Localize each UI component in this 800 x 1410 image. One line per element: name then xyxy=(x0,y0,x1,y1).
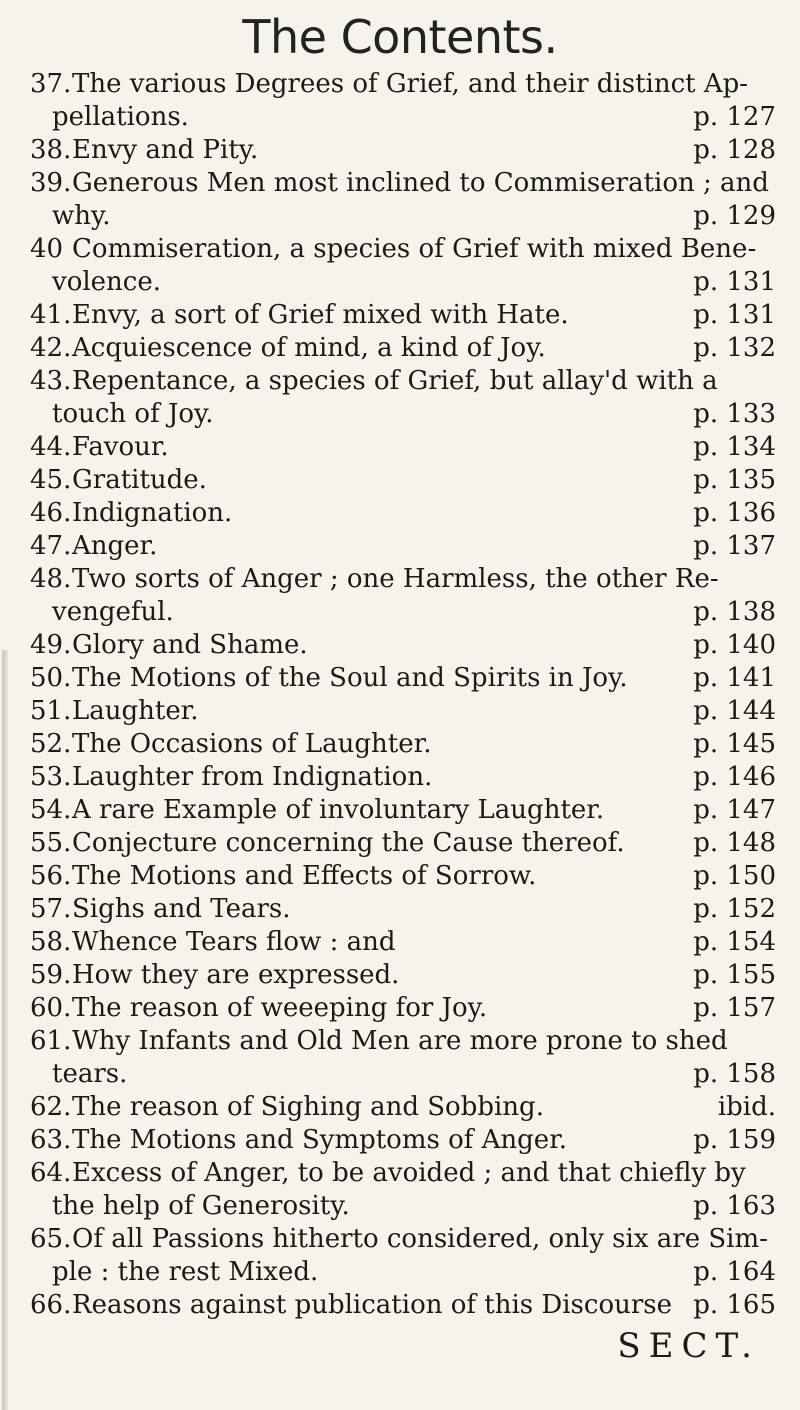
entry-line xyxy=(30,728,776,761)
entry-line xyxy=(30,827,776,860)
entry-number: 48. xyxy=(30,564,72,594)
entry-line xyxy=(30,431,776,464)
entry-line xyxy=(30,266,776,299)
entry-number: 47. xyxy=(30,531,72,561)
entry-number: 59. xyxy=(30,960,72,990)
entry-page-ref: p. 128 xyxy=(693,135,776,165)
entry-number: 66. xyxy=(30,1290,72,1320)
entry-line xyxy=(30,398,776,431)
entry-title: Sighs and Tears. xyxy=(72,894,291,924)
entry-title: volence. xyxy=(52,267,162,297)
entry-page-ref: p. 129 xyxy=(693,201,776,231)
entry-title: ple : the rest Mixed. xyxy=(52,1257,319,1287)
entry-number: 44. xyxy=(30,432,72,462)
contents-entry xyxy=(30,827,776,860)
entry-title: Glory and Shame. xyxy=(72,630,308,660)
entry-number: 38. xyxy=(30,135,72,165)
entry-title: tears. xyxy=(52,1059,128,1089)
entry-page-ref: p. 135 xyxy=(693,465,776,495)
entry-number: 57. xyxy=(30,894,72,924)
contents-entry xyxy=(30,530,776,563)
entry-title: Laughter from Indignation. xyxy=(72,762,433,792)
entry-page-ref: p. 141 xyxy=(693,663,776,693)
entry-line xyxy=(30,299,776,332)
entry-number: 55. xyxy=(30,828,72,858)
entry-title: The Motions and Symptoms of Anger. xyxy=(72,1125,568,1155)
entry-title: why. xyxy=(52,201,111,231)
entry-page-ref: p. 157 xyxy=(693,993,776,1023)
entry-number: 40 xyxy=(30,234,64,264)
entry-page-ref: p. 154 xyxy=(693,927,776,957)
entry-line xyxy=(30,1223,776,1256)
entry-page-ref: p. 132 xyxy=(693,333,776,363)
entry-title: Why Infants and Old Men are more prone to shed xyxy=(72,1026,728,1056)
entry-line xyxy=(30,959,776,992)
entry-line xyxy=(30,926,776,959)
contents-entry xyxy=(30,1091,776,1124)
contents-entry xyxy=(30,233,776,299)
entry-line xyxy=(30,860,776,893)
entry-line xyxy=(30,992,776,1025)
entry-line xyxy=(30,1058,776,1091)
entry-number: 49. xyxy=(30,630,72,660)
entry-line xyxy=(30,530,776,563)
contents-entry xyxy=(30,959,776,992)
entry-line xyxy=(30,662,776,695)
entry-page-ref: p. 158 xyxy=(693,1059,776,1089)
entry-line xyxy=(30,1157,776,1190)
entry-page-ref: p. 145 xyxy=(693,729,776,759)
entry-line xyxy=(30,596,776,629)
entry-number: 53. xyxy=(30,762,72,792)
contents-entry xyxy=(30,365,776,431)
entry-title: The reason of Sighing and Sobbing. xyxy=(72,1092,544,1122)
contents-entry xyxy=(30,332,776,365)
entry-title: Acquiescence of mind, a kind of Joy. xyxy=(72,333,546,363)
entry-number: 41. xyxy=(30,300,72,330)
contents-entry xyxy=(30,761,776,794)
contents-entry xyxy=(30,167,776,233)
entry-title: The Motions of the Soul and Spirits in Joy. xyxy=(72,663,628,693)
entry-page-ref: p. 146 xyxy=(693,762,776,792)
entry-line xyxy=(30,893,776,926)
entry-line xyxy=(30,134,776,167)
entry-page-ref: p. 150 xyxy=(693,861,776,891)
entry-line xyxy=(30,365,776,398)
contents-entry xyxy=(30,662,776,695)
contents-entry xyxy=(30,1157,776,1223)
entry-title: the help of Generosity. xyxy=(52,1191,350,1221)
entry-title: A rare Example of involuntary Laughter. xyxy=(72,795,605,825)
entry-line xyxy=(30,1256,776,1289)
contents-list xyxy=(30,68,776,1322)
entry-title: Laughter. xyxy=(72,696,199,726)
entry-title: Generous Men most inclined to Commiseration ; and xyxy=(72,168,769,198)
entry-title: The reason of weeeping for Joy. xyxy=(72,993,488,1023)
entry-number: 61. xyxy=(30,1026,72,1056)
contents-entry xyxy=(30,563,776,629)
entry-number: 60. xyxy=(30,993,72,1023)
entry-line xyxy=(30,200,776,233)
entry-number: 37. xyxy=(30,69,72,99)
entry-number: 54. xyxy=(30,795,72,825)
entry-page-ref: p. 131 xyxy=(693,300,776,330)
contents-entry xyxy=(30,1289,776,1322)
entry-line xyxy=(30,563,776,596)
entry-line xyxy=(30,464,776,497)
entry-page-ref: p. 164 xyxy=(693,1257,776,1287)
contents-entry xyxy=(30,1025,776,1091)
entry-number: 43. xyxy=(30,366,72,396)
contents-entry xyxy=(30,464,776,497)
contents-entry xyxy=(30,431,776,464)
entry-title: Two sorts of Anger ; one Harmless, the other Re- xyxy=(72,564,719,594)
entry-number: 39. xyxy=(30,168,72,198)
contents-entry xyxy=(30,1124,776,1157)
entry-line xyxy=(30,761,776,794)
entry-title: Reasons against publication of this Discourse xyxy=(72,1290,673,1320)
entry-title: Conjecture concerning the Cause thereof. xyxy=(72,828,625,858)
entry-title: Repentance, a species of Grief, but allay'd with a xyxy=(72,366,718,396)
entry-page-ref: p. 133 xyxy=(693,399,776,429)
entry-number: 46. xyxy=(30,498,72,528)
entry-line xyxy=(30,695,776,728)
entry-line xyxy=(30,629,776,662)
entry-page-ref: p. 131 xyxy=(693,267,776,297)
entry-number: 62. xyxy=(30,1092,72,1122)
entry-page-ref: p. 159 xyxy=(693,1125,776,1155)
entry-number: 51. xyxy=(30,696,72,726)
contents-entry xyxy=(30,794,776,827)
contents-entry xyxy=(30,1223,776,1289)
entry-title: Anger. xyxy=(72,531,158,561)
entry-page-ref: p. 148 xyxy=(693,828,776,858)
entry-title: The Occasions of Laughter. xyxy=(72,729,432,759)
page-title: The Contents. xyxy=(242,10,558,64)
entry-title: How they are expressed. xyxy=(72,960,400,990)
entry-page-ref: p. 152 xyxy=(693,894,776,924)
entry-title: Envy and Pity. xyxy=(72,135,259,165)
entry-number: 56. xyxy=(30,861,72,891)
entry-line xyxy=(30,167,776,200)
entry-page-ref: ibid. xyxy=(717,1092,776,1122)
entry-line xyxy=(30,233,776,266)
entry-page-ref: p. 136 xyxy=(693,498,776,528)
entry-page-ref: p. 127 xyxy=(693,102,776,132)
entry-page-ref: p. 163 xyxy=(693,1191,776,1221)
entry-number: 52. xyxy=(30,729,72,759)
entry-number: 42. xyxy=(30,333,72,363)
entry-line xyxy=(30,68,776,101)
contents-entry xyxy=(30,695,776,728)
entry-page-ref: p. 155 xyxy=(693,960,776,990)
entry-page-ref: p. 147 xyxy=(693,795,776,825)
entry-number: 64. xyxy=(30,1158,72,1188)
entry-line xyxy=(30,1091,776,1124)
entry-title: Whence Tears flow : and xyxy=(72,927,396,957)
entry-page-ref: p. 137 xyxy=(693,531,776,561)
entry-title: pellations. xyxy=(52,102,189,132)
entry-title: Excess of Anger, to be avoided ; and that chiefly by xyxy=(72,1158,746,1188)
entry-title: Gratitude. xyxy=(72,465,207,495)
entry-title: The Motions and Effects of Sorrow. xyxy=(72,861,537,891)
contents-entry xyxy=(30,68,776,134)
contents-entry xyxy=(30,134,776,167)
entry-line xyxy=(30,794,776,827)
entry-title: Indignation. xyxy=(72,498,233,528)
entry-number: 63. xyxy=(30,1125,72,1155)
entry-line xyxy=(30,497,776,530)
entry-title: The various Degrees of Grief, and their distinct Ap- xyxy=(72,69,749,99)
entry-line xyxy=(30,101,776,134)
entry-number: 65. xyxy=(30,1224,72,1254)
entry-title: touch of Joy. xyxy=(52,399,214,429)
contents-entry xyxy=(30,926,776,959)
entry-page-ref: p. 140 xyxy=(693,630,776,660)
entry-number: 45. xyxy=(30,465,72,495)
entry-line xyxy=(30,332,776,365)
entry-title: vengeful. xyxy=(52,597,174,627)
contents-entry xyxy=(30,860,776,893)
contents-entry xyxy=(30,728,776,761)
contents-entry xyxy=(30,497,776,530)
entry-page-ref: p. 144 xyxy=(693,696,776,726)
entry-line xyxy=(30,1025,776,1058)
entry-title: Commiseration, a species of Grief with mixed Bene- xyxy=(72,234,757,264)
page-binding-edge xyxy=(2,650,8,1410)
contents-entry xyxy=(30,992,776,1025)
contents-entry xyxy=(30,299,776,332)
entry-page-ref: p. 165 xyxy=(693,1290,776,1320)
entry-page-ref: p. 138 xyxy=(693,597,776,627)
entry-title: Favour. xyxy=(72,432,169,462)
entry-number: 58. xyxy=(30,927,72,957)
catchword: SECT. xyxy=(617,1326,760,1366)
contents-entry xyxy=(30,893,776,926)
entry-line xyxy=(30,1289,776,1322)
contents-entry xyxy=(30,629,776,662)
entry-line xyxy=(30,1190,776,1223)
entry-title: Of all Passions hitherto considered, only six are Sim- xyxy=(72,1224,768,1254)
entry-title: Envy, a sort of Grief mixed with Hate. xyxy=(72,300,569,330)
entry-number: 50. xyxy=(30,663,72,693)
entry-line xyxy=(30,1124,776,1157)
entry-page-ref: p. 134 xyxy=(693,432,776,462)
